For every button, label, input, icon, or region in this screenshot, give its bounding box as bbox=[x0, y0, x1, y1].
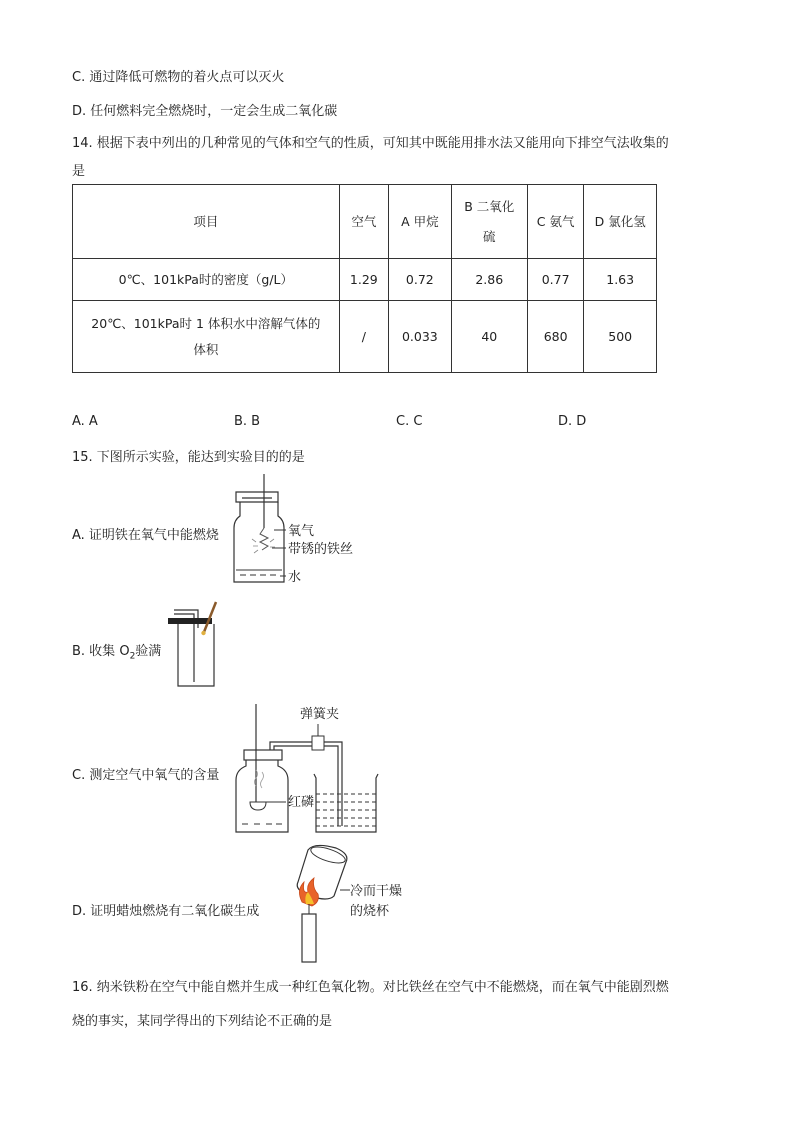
question-16-text-cont: 烧的事实，某同学得出的下列结论不正确的是 bbox=[72, 1014, 333, 1029]
gas-properties-table bbox=[72, 184, 657, 373]
table-cell: 1.63 bbox=[584, 259, 657, 301]
table-cell: 1.29 bbox=[339, 259, 388, 301]
annotation-oxygen: 氧气 bbox=[288, 524, 315, 539]
option-d-q14: D. D bbox=[558, 414, 587, 429]
table-cell: 40 bbox=[451, 301, 527, 373]
option-d-q13: D. 任何燃料完全燃烧时，一定会生成二氧化碳 bbox=[72, 104, 338, 119]
experiment-c-label: C. 测定空气中氧气的含量 bbox=[72, 768, 220, 783]
table-header-cell: D 氯化氢 bbox=[584, 185, 657, 259]
option-c-q13: C. 通过降低可燃物的着火点可以灭火 bbox=[72, 70, 285, 85]
annotation-spring-clip: 弹簧夹 bbox=[300, 707, 340, 722]
table-cell: 2.86 bbox=[451, 259, 527, 301]
annotation-red-phosphorus: 红磷 bbox=[288, 795, 315, 810]
table-cell: 0.033 bbox=[389, 301, 452, 373]
option-b-q14: B. B bbox=[234, 414, 261, 429]
table-row-label: 0℃、101kPa时的密度（g/L） bbox=[73, 259, 340, 301]
table-row-label: 20℃、101kPa时 1 体积水中溶解气体的体积 bbox=[73, 301, 340, 373]
experiment-b-label bbox=[72, 640, 161, 662]
table-cell: 0.77 bbox=[527, 259, 583, 301]
table-cell: 500 bbox=[584, 301, 657, 373]
table-header-cell: 项目 bbox=[73, 185, 340, 259]
experiment-d-label: D. 证明蜡烛燃烧有二氧化碳生成 bbox=[72, 904, 260, 919]
experiment-c-diagram bbox=[230, 702, 390, 836]
option-a-q14: A. A bbox=[72, 414, 98, 429]
question-16-text: 16. 纳米铁粉在空气中能自燃并生成一种红色氧化物。对比铁丝在空气中不能燃烧，而在氧气中能剧烈燃 bbox=[72, 980, 669, 995]
experiment-d-diagram bbox=[278, 842, 428, 964]
option-c-q14: C. C bbox=[396, 414, 423, 429]
table-cell: 0.72 bbox=[389, 259, 452, 301]
question-14-text: 14. 根据下表中列出的几种常见的气体和空气的性质，可知其中既能用排水法又能用向下排空气法收集的 bbox=[72, 136, 669, 151]
experiment-b-label-suffix: 验满 bbox=[135, 644, 162, 659]
table-cell: 680 bbox=[527, 301, 583, 373]
table-header-row bbox=[73, 185, 657, 259]
experiment-b-diagram bbox=[168, 600, 224, 690]
annotation-beaker: 的烧杯 bbox=[350, 904, 390, 919]
table-row bbox=[73, 259, 657, 301]
experiment-a-label: A. 证明铁在氧气中能燃烧 bbox=[72, 528, 219, 543]
question-14-text-cont: 是 bbox=[72, 164, 86, 179]
table-header-cell: B 二氧化硫 bbox=[451, 185, 527, 259]
annotation-water: 水 bbox=[288, 570, 302, 585]
experiment-b-label-prefix: B. 收集 O bbox=[72, 644, 130, 659]
table-header-cell: C 氨气 bbox=[527, 185, 583, 259]
table-row bbox=[73, 301, 657, 373]
experiment-b-label-sub: 2 bbox=[129, 651, 136, 662]
table-cell: / bbox=[339, 301, 388, 373]
experiment-a-diagram bbox=[228, 472, 368, 588]
annotation-cold-dry: 冷而干燥 bbox=[350, 884, 403, 899]
annotation-rusty-wire: 带锈的铁丝 bbox=[288, 542, 354, 557]
table-header-cell: A 甲烷 bbox=[389, 185, 452, 259]
question-15-text: 15. 下图所示实验，能达到实验目的的是 bbox=[72, 450, 305, 465]
table-header-cell: 空气 bbox=[339, 185, 388, 259]
